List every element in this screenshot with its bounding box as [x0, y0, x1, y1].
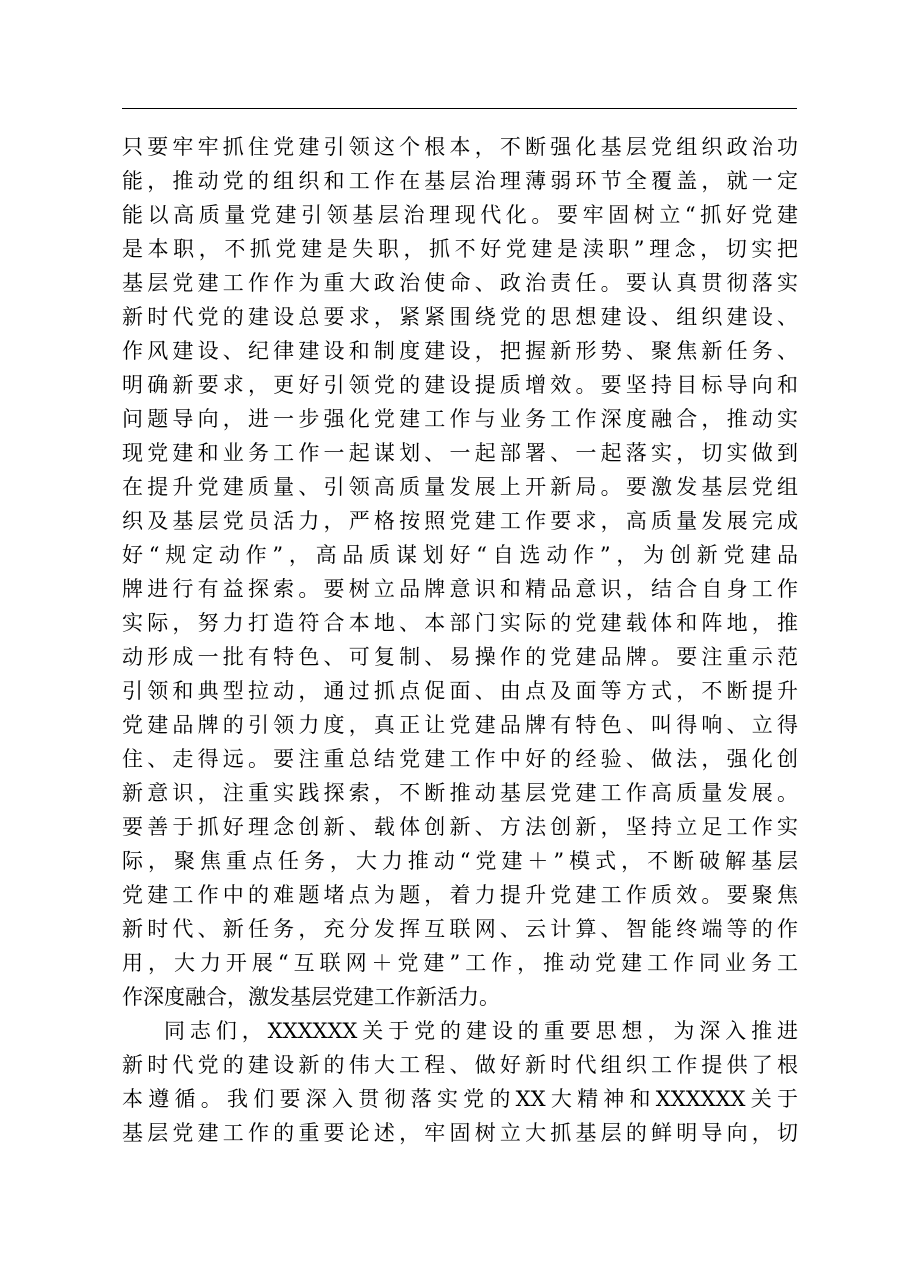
text-line: 用，大力开展“互联网＋党建”工作，推动党建工作同业务工 — [122, 951, 798, 975]
text-line: 党建品牌的引领力度，真正让党建品牌有特色、叫得响、立得 — [122, 713, 798, 737]
text-line: 际，聚焦重点任务，大力推动“党建＋”模式，不断破解基层 — [122, 849, 798, 873]
text-line: 能以高质量党建引领基层治理现代化。要牢固树立“抓好党建 — [122, 203, 798, 227]
document-body — [122, 130, 798, 1150]
text-line: 新意识，注重实践探索，不断推动基层党建工作高质量发展。 — [122, 781, 798, 805]
text-line: 动形成一批有特色、可复制、易操作的党建品牌。要注重示范 — [122, 645, 798, 669]
text-line: 问题导向，进一步强化党建工作与业务工作深度融合，推动实 — [122, 407, 798, 431]
text-line: 在提升党建质量、引领高质量发展上开新局。要激发基层党组 — [122, 475, 798, 499]
text-line: 明确新要求，更好引领党的建设提质增效。要坚持目标导向和 — [122, 373, 798, 397]
text-line: 是本职，不抓党建是失职，抓不好党建是渎职”理念，切实把 — [122, 237, 798, 261]
text-line: 能，推动党的组织和工作在基层治理薄弱环节全覆盖，就一定 — [122, 169, 798, 193]
text-line: 牌进行有益探索。要树立品牌意识和精品意识，结合自身工作 — [122, 577, 798, 601]
text-line: 引领和典型拉动，通过抓点促面、由点及面等方式，不断提升 — [122, 679, 798, 703]
header-rule — [122, 108, 797, 109]
text-line: 基层党建工作作为重大政治使命、政治责任。要认真贯彻落实 — [122, 271, 798, 295]
text-line: 好“规定动作”，高品质谋划好“自选动作”，为创新党建品 — [122, 543, 798, 567]
text-line: 只要牢牢抓住党建引领这个根本，不断强化基层党组织政治功 — [122, 135, 798, 159]
text-line: 本遵循。我们要深入贯彻落实党的XX大精神和XXXXXX关于 — [122, 1087, 798, 1111]
text-line: 织及基层党员活力，严格按照党建工作要求，高质量发展完成 — [122, 509, 798, 533]
text-line: 同志们，XXXXXX关于党的建设的重要思想，为深入推进 — [164, 1019, 798, 1043]
text-line: 作深度融合，激发基层党建工作新活力。 — [122, 985, 500, 1009]
text-line: 现党建和业务工作一起谋划、一起部署、一起落实，切实做到 — [122, 441, 798, 465]
text-line: 新时代党的建设新的伟大工程、做好新时代组织工作提供了根 — [122, 1053, 798, 1077]
paragraph — [122, 130, 798, 1014]
text-line: 要善于抓好理念创新、载体创新、方法创新，坚持立足工作实 — [122, 815, 798, 839]
text-line: 作风建设、纪律建设和制度建设，把握新形势、聚焦新任务、 — [122, 339, 798, 363]
text-line: 新时代、新任务，充分发挥互联网、云计算、智能终端等的作 — [122, 917, 798, 941]
text-line: 实际，努力打造符合本地、本部门实际的党建载体和阵地，推 — [122, 611, 798, 635]
text-line: 基层党建工作的重要论述，牢固树立大抓基层的鲜明导向，切 — [122, 1121, 798, 1145]
text-line: 住、走得远。要注重总结党建工作中好的经验、做法，强化创 — [122, 747, 798, 771]
text-line: 党建工作中的难题堵点为题，着力提升党建工作质效。要聚焦 — [122, 883, 798, 907]
text-line: 新时代党的建设总要求，紧紧围绕党的思想建设、组织建设、 — [122, 305, 798, 329]
paragraph — [122, 1014, 798, 1150]
